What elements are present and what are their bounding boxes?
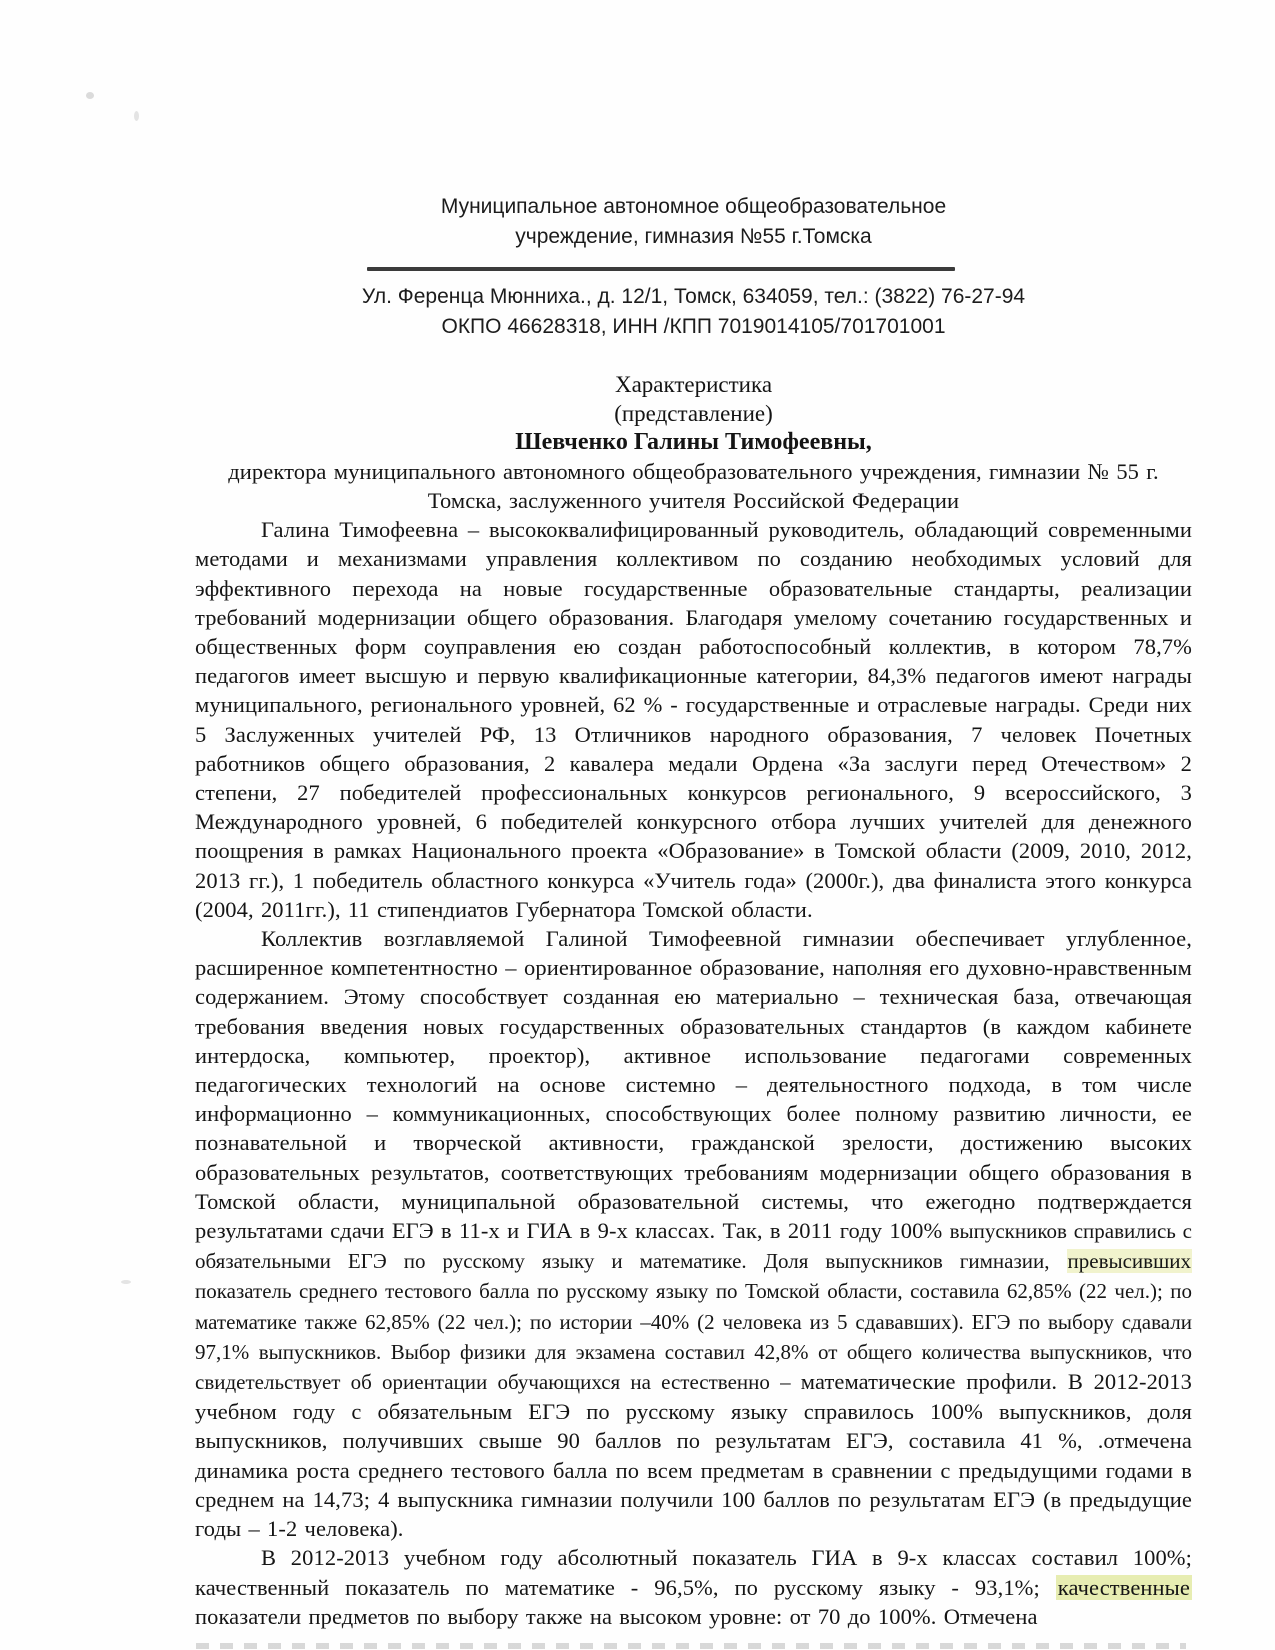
scan-artifact-speck — [86, 92, 94, 99]
letterhead-org-line1: Муниципальное автономное общеобразовательное — [440, 195, 947, 218]
paragraph-2 — [195, 924, 1192, 1543]
letterhead-address-line1: Ул. Ференца Мюнниха., д. 12/1, Томск, 634059, тел.: (3822) 76-27-94 — [361, 285, 1026, 308]
paragraph-2-segment-small-1: выпускников справились с обязательными ЕГЭ по русскому языку и математике. Доля выпускников гимназии, — [195, 1219, 1192, 1274]
paragraph-2-highlighted-word: превысивших — [1067, 1249, 1191, 1274]
letterhead-address-line2: ОКПО 46628318, ИНН /КПП 7019014105/701701001 — [441, 315, 946, 338]
document-body — [195, 515, 1192, 1631]
person-role-line1: директора муниципального автономного общеобразовательного учреждения, гимназии № 55 г. — [228, 458, 1159, 484]
letterhead-address — [195, 282, 1192, 342]
paragraph-3-highlighted-word: качественные — [1057, 1574, 1190, 1600]
document-title-block — [195, 371, 1192, 457]
letterhead — [195, 192, 1192, 252]
paragraph-3 — [195, 1543, 1192, 1631]
paragraph-2-segment-normal-2: математические профили. В 2012-2013 учебном году с обязательным ЕГЭ по русскому языку справилось 100% выпускников, доля выпускников, получивших свыше 90 баллов по результатам ЕГЭ, составила 41 %, .отмечена динамика роста среднего тестового балла по всем предметам в сравнении с предыдущими годами в среднем на 14,73; 4 выпускника гимназии получили 100 баллов по результатам ЕГЭ (в предыдущие годы – 1-2 человека). — [195, 1369, 1192, 1542]
paragraph-3-segment-1: В 2012-2013 учебном году абсолютный показатель ГИА в 9-х классах составил 100%; качественный показатель по математике - 96,5%, по русскому языку - 93,1%; — [195, 1545, 1192, 1600]
scan-artifact-speck — [134, 111, 139, 121]
scan-artifact-speck — [121, 1280, 131, 1284]
paragraph-1: Галина Тимофеевна – высококвалифицированный руководитель, обладающий современными методами и механизмами управления коллективом по созданию необходимых условий для эффективного перехода на новые государственные образовательные стандарты, реализации требований модернизации общего образования. Благодаря умелому сочетанию государственных и общественных форм соуправления ею создан работоспособный коллектив, в котором 78,7% педагогов имеет высшую и первую квалификационные категории, 84,3% педагогов имеют награды муниципального, регионального уровней, 62 % - государственные и отраслевые награды. Среди них 5 Заслуженных учителей РФ, 13 Отличников народного образования, 7 человек Почетных работников общего образования, 2 кавалера медали Ордена «За заслуги перед Отечеством» 2 степени, 27 победителей профессиональных конкурсов регионального, 9 всероссийского, 3 Международного уровней, 6 победителей конкурсного отбора лучших учителей для денежного поощрения в рамках Национального проекта «Образование» в Томской области (2009, 2010, 2012, 2013 гг.), 1 победитель областного конкурса «Учитель года» (2000г.), два финалиста этого конкурса (2004, 2011гг.), 11 стипендиатов Губернатора Томской области. — [195, 517, 1192, 922]
letterhead-org-line2: учреждение, гимназия №55 г.Томска — [515, 225, 872, 248]
person-role-block — [195, 457, 1192, 515]
paragraph-2-segment-normal-1: Коллектив возглавляемой Галиной Тимофеевной гимназии обеспечивает углубленное, расширенное компетентностно – ориентированное образование, наполняя его духовно-нравственным содержанием. Этому способствует созданная ею материально – техническая база, отвечающая требования введения новых государственных образовательных стандартов (в каждом кабинете интердоска, компьютер, проектор), активное использование педагогами современных педагогических технологий на основе системно – деятельностного подхода, в том числе информационно – коммуникационных, способствующих более полному развитию личности, ее познавательной и творческой активности, гражданской зрелости, достижению высоких образовательных результатов, соответствующих требованиям модернизации общего образования в Томской области, муниципальной образовательной системы, что ежегодно подтверждается результатами сдачи ЕГЭ в 11-х и ГИА в 9-х классах. Так, в 2011 году 100% — [195, 926, 1192, 1244]
paragraph-3-segment-2: показатели предметов по выбору также на высоком уровне: от 70 до 100%. Отмечена — [195, 1603, 1038, 1629]
person-role-line2: Томска, заслуженного учителя Российской Федерации — [427, 487, 960, 513]
document-content-column — [195, 0, 1192, 1631]
paragraph-2-segment-small-2: показатель среднего тестового балла по русскому языку по Томской области, составила 62,85% (22 чел.); по математике также 62,85% (22 чел.); по истории –40% (2 человека из 5 сдававших). ЕГЭ по выбору сдавали 97,1% выпускников. Выбор физики для экзамена составил 42,8% от общего количества выпускников, что свидетельствует об ориентации обучающихся на естественно – — [195, 1279, 1192, 1395]
document-subtitle: (представление) — [614, 400, 773, 426]
person-name: Шевченко Галины Тимофеевны, — [515, 429, 872, 456]
document-title: Характеристика — [614, 372, 773, 397]
cutoff-text-line-remnant — [196, 1643, 1186, 1649]
letterhead-divider-rule — [367, 267, 955, 271]
